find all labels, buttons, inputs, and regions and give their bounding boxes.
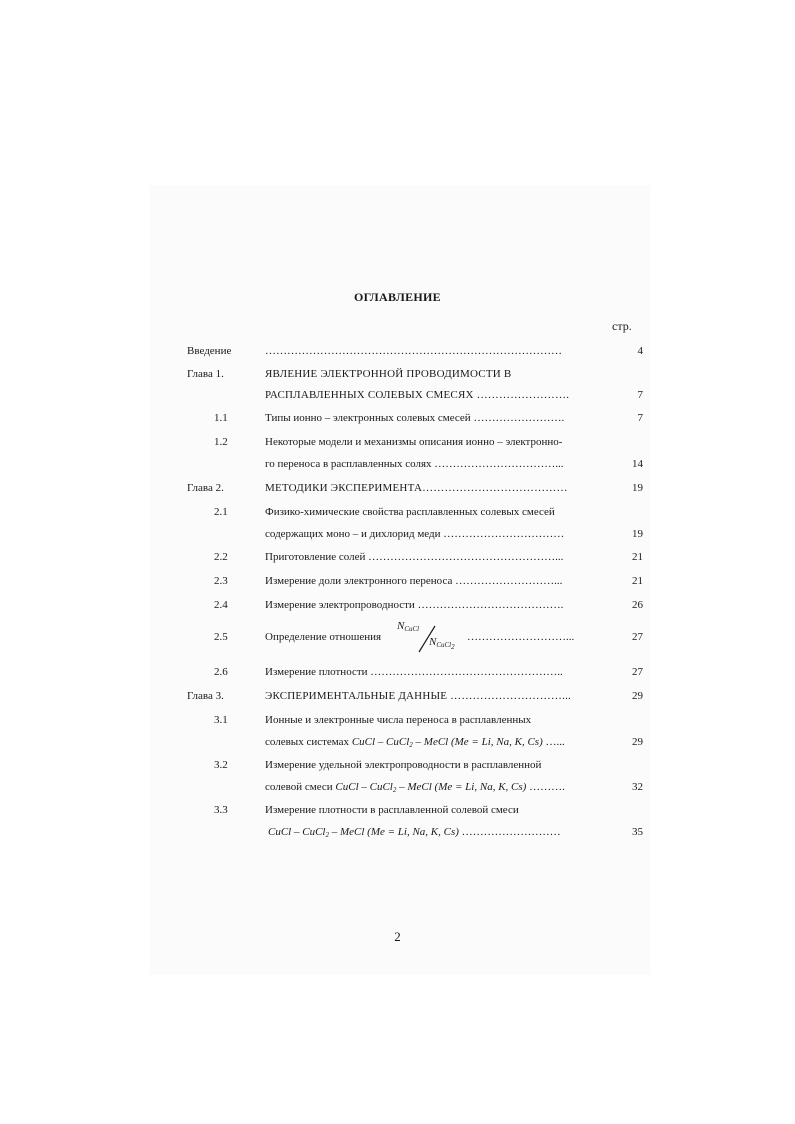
toc-entry-text: солевой смеси CuCl – CuCl$_2$ – MeCl (Me = Li, Na, K, Cs) ………. (265, 781, 565, 794)
toc-entry-label: 2.6 (214, 666, 228, 678)
fraction-denominator: $N_{CuCl_2}$ (429, 636, 455, 651)
toc-entry-page: 29 (632, 736, 643, 748)
toc-entry-page: 14 (632, 458, 643, 470)
toc-entry-page: 19 (632, 482, 643, 494)
toc-entry-page: 29 (632, 690, 643, 702)
toc-entry-label: 3.3 (214, 804, 228, 816)
toc-entry-label: 2.2 (214, 551, 228, 563)
toc-entry-text: Измерение плотности …………………………………………….. (265, 666, 563, 678)
toc-entry-text: CuCl – CuCl$_2$ – MeCl (Me = Li, Na, K, Cs) ……………………… (268, 826, 561, 839)
toc-entry-page: 32 (632, 781, 643, 793)
toc-entry-page: 7 (637, 412, 643, 424)
toc-entry-text: Определение отношения (265, 631, 382, 643)
page-column-label: стр. (612, 319, 632, 333)
toc-entry-page: 7 (637, 389, 643, 401)
toc-entry-page: 21 (632, 551, 643, 563)
toc-entry-label: 2.4 (214, 599, 228, 611)
chemical-formula: CuCl – CuCl$_2$ – MeCl (Me = Li, Na, K, Cs) (268, 826, 459, 839)
toc-title: ОГЛАВЛЕНИЕ (354, 290, 441, 304)
toc-entry-text: Измерение доли электронного переноса ………………………... (265, 575, 563, 587)
toc-entry-label: 3.2 (214, 759, 228, 771)
chemical-formula: CuCl – CuCl$_2$ – MeCl (Me = Li, Na, K, Cs) (351, 736, 543, 749)
toc-entry-label: Глава 2. (187, 482, 224, 494)
toc-entry-text: ЯВЛЕНИЕ ЭЛЕКТРОННОЙ ПРОВОДИМОСТИ В (265, 368, 512, 380)
toc-entry-page: 27 (632, 666, 643, 678)
toc-entry-page: 4 (637, 345, 643, 357)
toc-entry-text: Ионные и электронные числа переноса в расплавленных (265, 714, 532, 726)
toc-entry-label: Введение (187, 345, 232, 357)
toc-entry-label: 2.1 (214, 506, 228, 518)
toc-entry-text: содержащих моно – и дихлорид меди …………………………… (265, 528, 565, 540)
toc-entry-page: 19 (632, 528, 643, 540)
toc-entry-label: 3.1 (214, 714, 228, 726)
toc-entry-text: Измерение удельной электропроводности в расплавленной (265, 759, 542, 771)
ratio-formula (397, 619, 463, 659)
toc-entry-text: Типы ионно – электронных солевых смесей ……………………. (265, 412, 565, 424)
toc-entry-text: Приготовление солей ……………………………………………... (265, 551, 564, 563)
toc-entry-text: ЭКСПЕРИМЕНТАЛЬНЫЕ ДАННЫЕ …………………………... (265, 690, 571, 702)
chemical-formula: CuCl – CuCl$_2$ – MeCl (Me = Li, Na, K, Cs) (335, 781, 527, 794)
toc-entry-text: Некоторые модели и механизмы описания ионно – электронно- (265, 436, 563, 448)
toc-entry-leader: ……………………………………………………………………… (265, 345, 562, 357)
toc-entry-page: 21 (632, 575, 643, 587)
toc-entry-text: РАСПЛАВЛЕННЫХ СОЛЕВЫХ СМЕСЯХ ……………………. (265, 389, 570, 401)
toc-entry-label: 1.1 (214, 412, 228, 424)
toc-entry-text: МЕТОДИКИ ЭКСПЕРИМЕНТА………………………………… (265, 482, 568, 494)
toc-entry-text: Измерение плотности в расплавленной солевой смеси (265, 804, 519, 816)
toc-entry-label: 1.2 (214, 436, 228, 448)
toc-entry-label: 2.5 (214, 631, 228, 643)
toc-entry-page: 26 (632, 599, 643, 611)
toc-entry-text: Физико-химические свойства расплавленных солевых смесей (265, 506, 555, 518)
toc-entry-label: Глава 3. (187, 690, 224, 702)
toc-entry-text: солевых системах CuCl – CuCl$_2$ – MeCl (Me = Li, Na, K, Cs) …... (265, 736, 565, 749)
toc-entry-label: 2.3 (214, 575, 228, 587)
toc-entry-page: 27 (632, 631, 643, 643)
toc-entry-label: Глава 1. (187, 368, 224, 380)
fraction-numerator: $N_{CuCl}$ (397, 620, 420, 633)
toc-entry-text: го переноса в расплавленных солях ……………………………... (265, 458, 564, 470)
toc-entry-leader: ………………………... (467, 631, 575, 643)
toc-entry-text: Измерение электропроводности …………………………………. (265, 599, 564, 611)
toc-entry-page: 35 (632, 826, 643, 838)
footer-page-number: 2 (394, 929, 401, 944)
